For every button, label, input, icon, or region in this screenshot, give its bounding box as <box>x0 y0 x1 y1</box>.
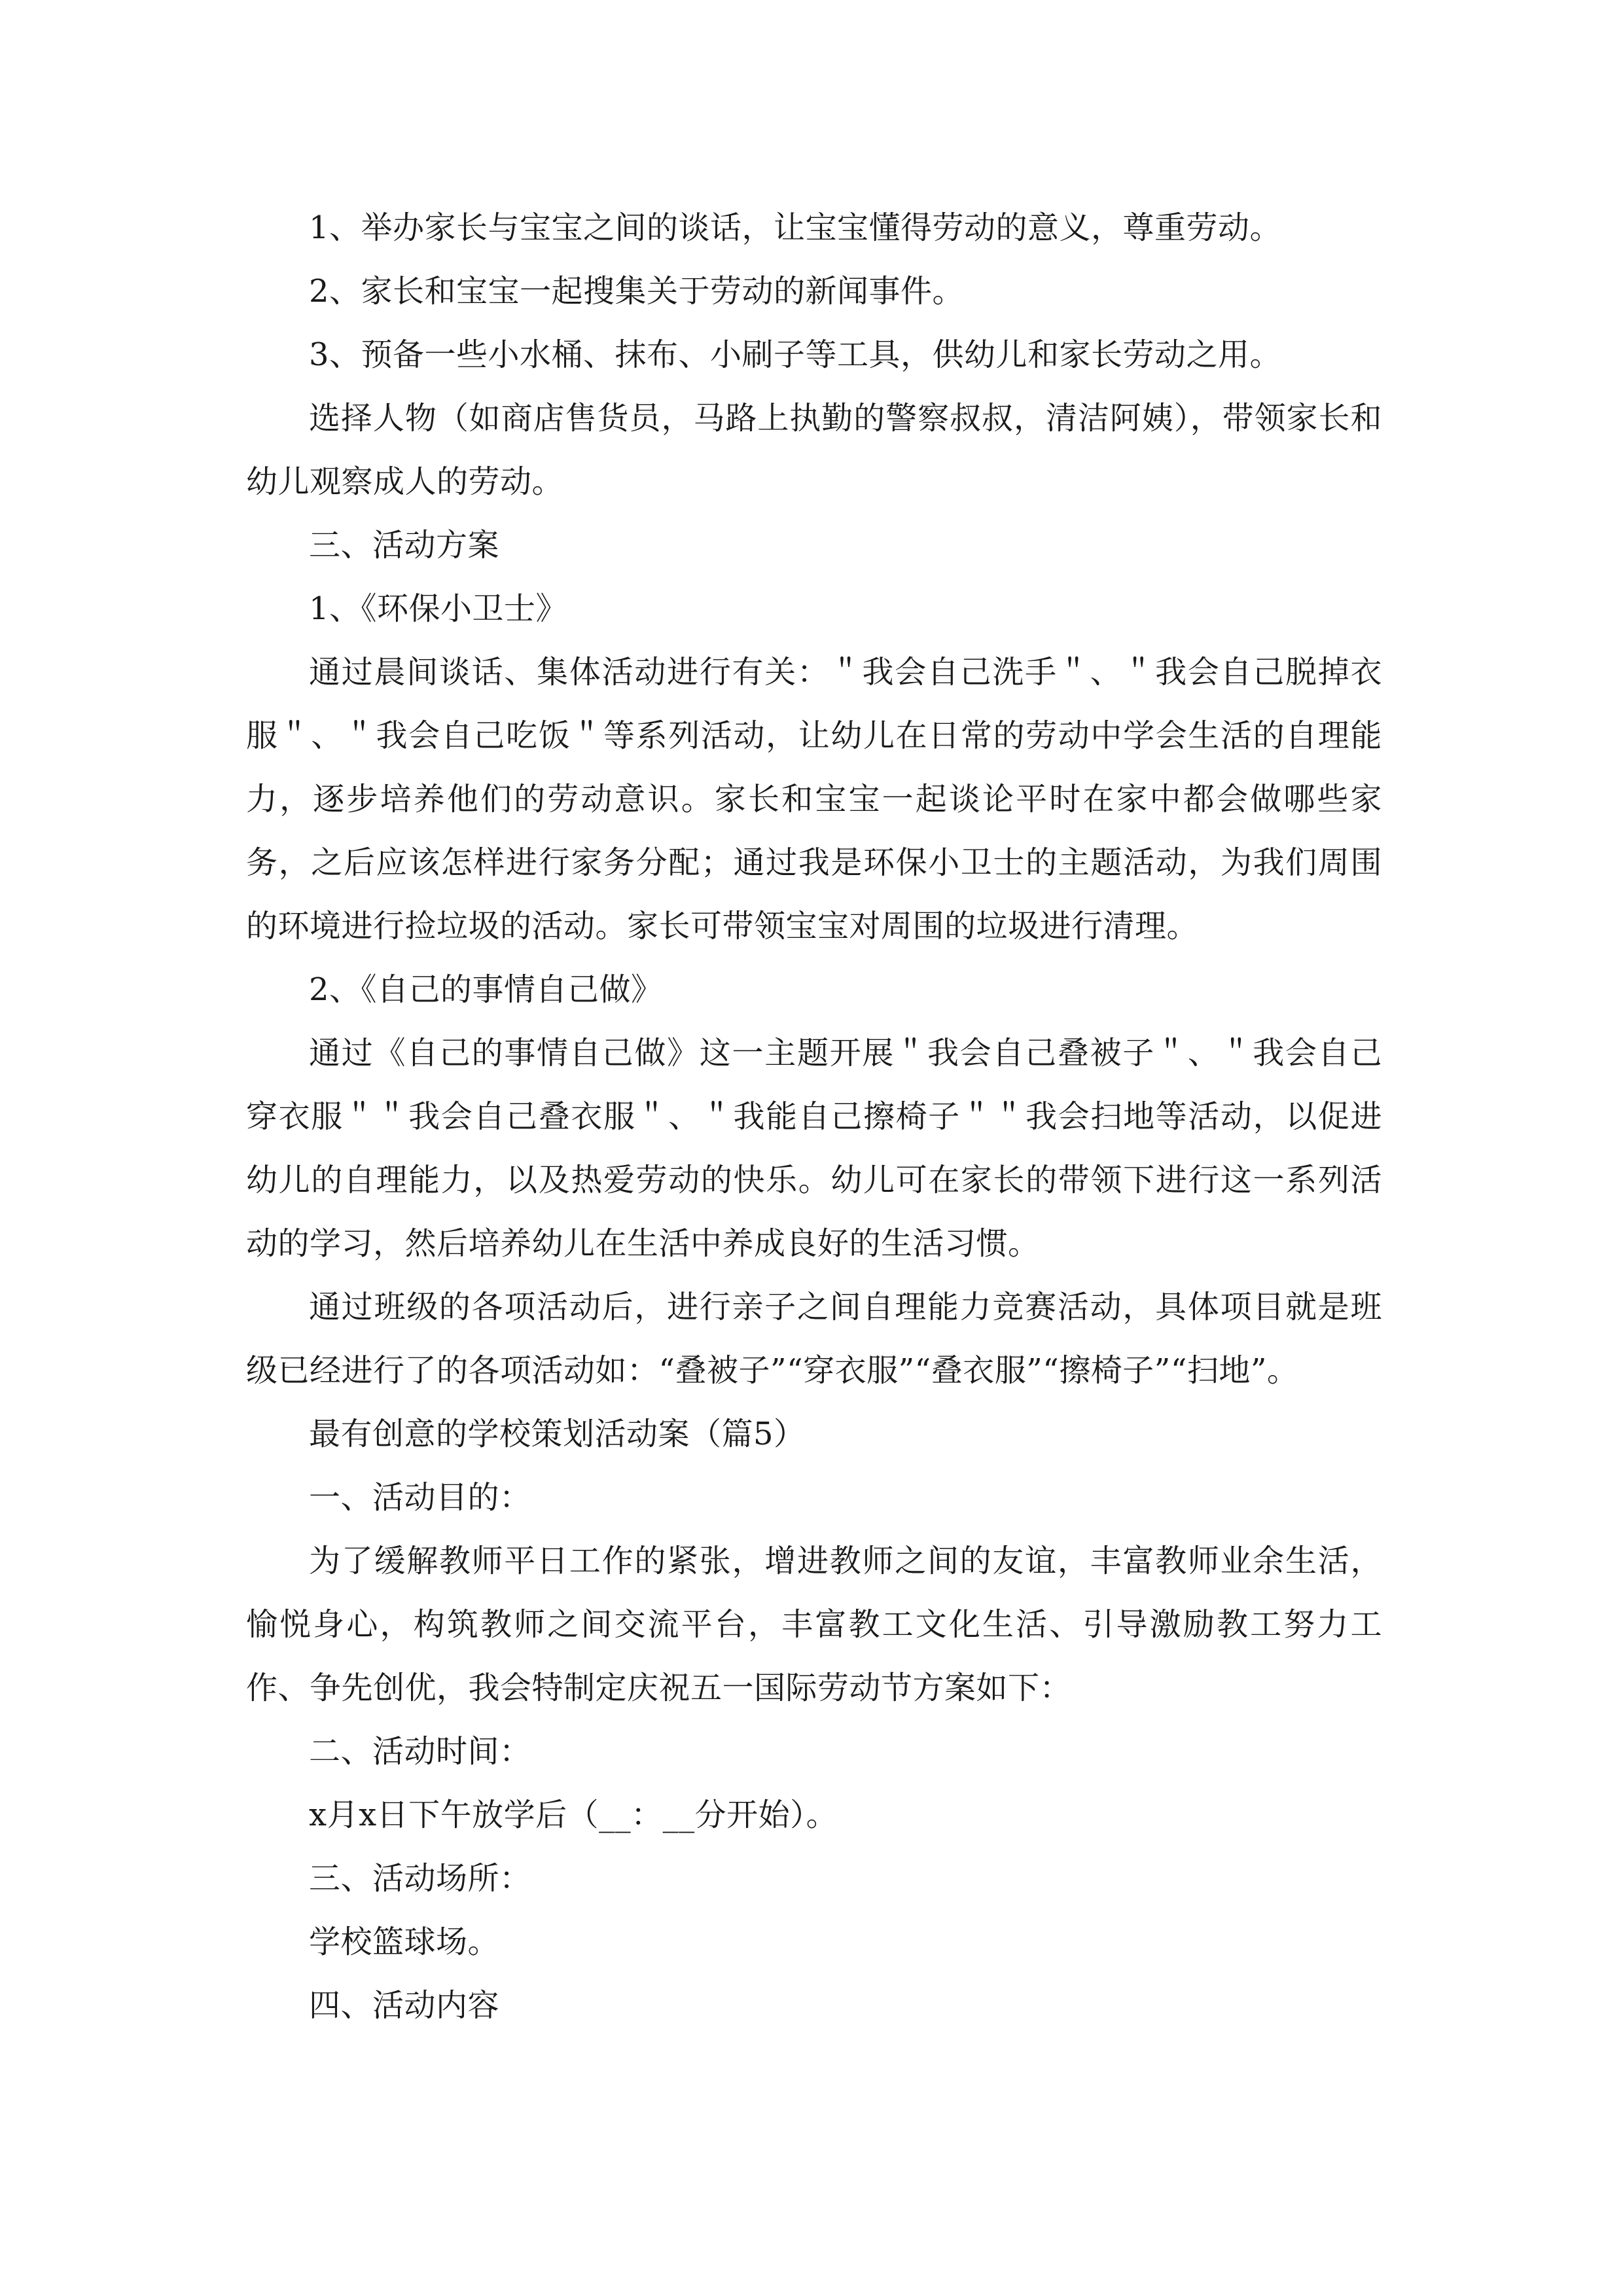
section-heading: 四、活动内容 <box>309 1987 500 2024</box>
paragraph: 通过《自己的事情自己做》这一主题开展＂我会自己叠被子＂、＂我会自己穿衣服＂＂我会自己叠衣服＂、＂我能自己擦椅子＂＂我会扫地等活动，以促进幼儿的自理能力，以及热爱劳动的快乐。幼儿可在家长的带领下进行这一系列活动的学习，然后培养幼儿在生活中养成良好的生活习惯。 <box>246 1035 1382 1262</box>
paragraph: x月x日下午放学后（__：__分开始）。 <box>309 1797 838 1833</box>
section-heading: 三、活动方案 <box>309 527 500 564</box>
paragraph: 1、举办家长与宝宝之间的谈话，让宝宝懂得劳动的意义，尊重劳动。 <box>309 209 1282 246</box>
paragraph: 通过班级的各项活动后，进行亲子之间自理能力竞赛活动，具体项目就是班级已经进行了的各项活动如：“叠被子”“穿衣服”“叠衣服”“擦椅子”“扫地”。 <box>246 1289 1382 1389</box>
subsection-heading: 2、《自己的事情自己做》 <box>309 971 663 1008</box>
section-heading: 一、活动目的： <box>309 1479 531 1516</box>
paragraph: 选择人物（如商店售货员，马路上执勤的警察叔叔，清洁阿姨），带领家长和幼儿观察成人的劳动。 <box>246 400 1382 500</box>
paragraph: 为了缓解教师平日工作的紧张，增进教师之间的友谊，丰富教师业余生活，愉悦身心，构筑教师之间交流平台，丰富教工文化生活、引导激励教工努力工作、争先创优，我会特制定庆祝五一国际劳动节方案如下： <box>246 1543 1382 1706</box>
subsection-heading: 1、《环保小卫士》 <box>309 590 568 627</box>
paragraph: 学校篮球场。 <box>309 1924 500 1960</box>
document-title: 最有创意的学校策划活动案（篇5） <box>309 1416 806 1452</box>
section-heading: 二、活动时间： <box>309 1733 531 1770</box>
paragraph: 通过晨间谈话、集体活动进行有关：＂我会自己洗手＂、＂我会自己脱掉衣服＂、＂我会自己吃饭＂等系列活动，让幼儿在日常的劳动中学会生活的自理能力，逐步培养他们的劳动意识。家长和宝宝一起谈论平时在家中都会做哪些家务，之后应该怎样进行家务分配；通过我是环保小卫士的主题活动，为我们周围的环境进行捡垃圾的活动。家长可带领宝宝对周围的垃圾进行清理。 <box>246 654 1382 944</box>
document-body <box>246 196 1382 2037</box>
paragraph: 2、家长和宝宝一起搜集关于劳动的新闻事件。 <box>309 273 965 310</box>
section-heading: 三、活动场所： <box>309 1860 531 1897</box>
paragraph: 3、预备一些小水桶、抹布、小刷子等工具，供幼儿和家长劳动之用。 <box>309 336 1282 373</box>
